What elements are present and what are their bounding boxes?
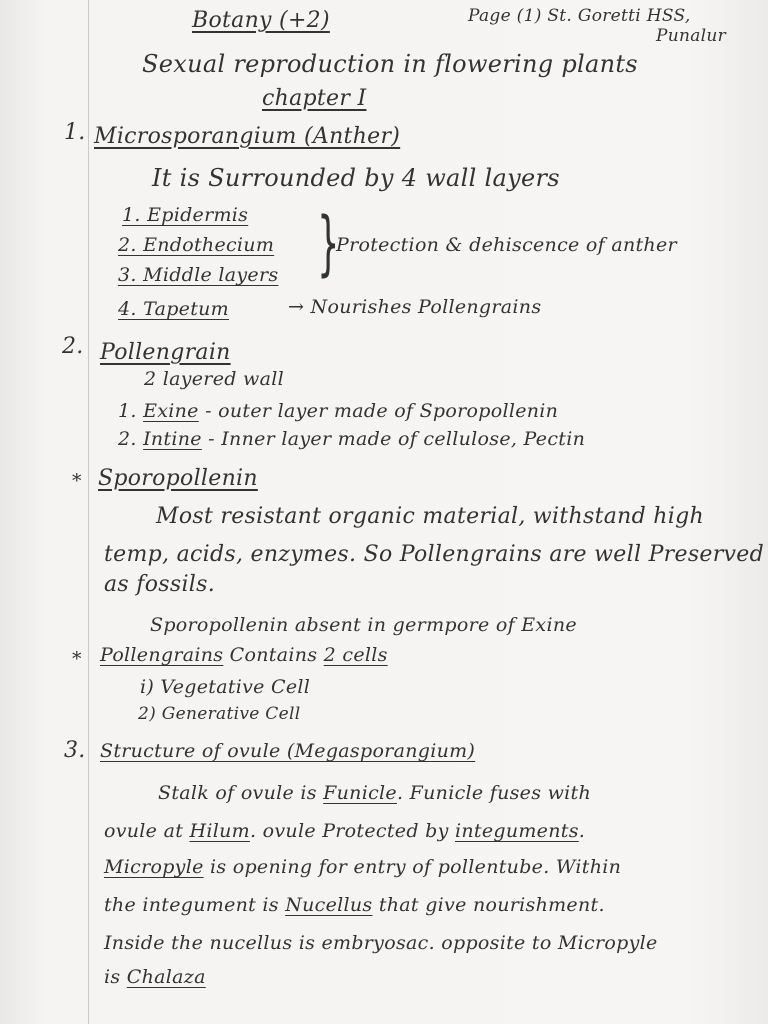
section-heading: Pollengrains Contains 2 cells <box>100 644 388 666</box>
section-heading: Pollengrain <box>100 340 231 365</box>
text-line: Most resistant organic material, withstand high <box>156 504 704 529</box>
tapetum-note: → Nourishes Pollengrains <box>288 296 542 318</box>
text-line: Inside the nucellus is embryosac. opposite to Micropyle <box>104 932 658 954</box>
page-reference: Page (1) St. Goretti HSS, <box>468 6 691 26</box>
page-title: Sexual reproduction in flowering plants <box>142 50 638 78</box>
section-number: 1. <box>64 120 86 145</box>
list-item: 3. Middle layers <box>118 264 279 286</box>
list-item: 4. Tapetum <box>118 298 229 320</box>
section-number: 3. <box>64 738 86 763</box>
text-line: 2 layered wall <box>144 368 284 390</box>
bullet-mark: * <box>72 470 82 492</box>
section-heading: Structure of ovule (Megasporangium) <box>100 740 476 762</box>
list-item: 2) Generative Cell <box>138 704 301 724</box>
text-line: 2. Intine - Inner layer made of cellulose, Pectin <box>118 428 586 450</box>
text-line: as fossils. <box>104 572 216 597</box>
text-line: ovule at Hilum. ovule Protected by integuments. <box>104 820 586 842</box>
curly-brace-icon: } <box>317 202 340 284</box>
list-item: 2. Endothecium <box>118 234 275 256</box>
section-heading: Sporopollenin <box>98 466 258 491</box>
text-line: Stalk of ovule is Funicle. Funicle fuses with <box>158 782 592 804</box>
section-number: 2. <box>62 334 84 359</box>
text-line: temp, acids, enzymes. So Pollengrains are well Preserved <box>104 542 764 567</box>
term-exine: Exine <box>143 400 199 422</box>
list-item: 1. Epidermis <box>122 204 249 226</box>
list-item: i) Vegetative Cell <box>140 676 311 698</box>
term-intine: Intine <box>143 428 202 450</box>
bullet-mark: * <box>72 648 82 670</box>
text-line: the integument is Nucellus that give nourishment. <box>104 894 605 916</box>
chapter-label: chapter I <box>262 86 367 111</box>
margin-line <box>88 0 89 1024</box>
subject-heading: Botany (+2) <box>192 8 330 33</box>
text-line: Micropyle is opening for entry of pollentube. Within <box>104 856 622 878</box>
page-reference-town: Punalur <box>656 26 727 46</box>
section-heading: Microsporangium (Anther) <box>94 124 401 149</box>
brace-note: Protection & dehiscence of anther <box>336 234 677 256</box>
text-line: is Chalaza <box>104 966 206 988</box>
text-line: 1. Exine - outer layer made of Sporopollenin <box>118 400 559 422</box>
text-line: It is Surrounded by 4 wall layers <box>152 164 560 192</box>
text-line: Sporopollenin absent in germpore of Exine <box>150 614 577 636</box>
